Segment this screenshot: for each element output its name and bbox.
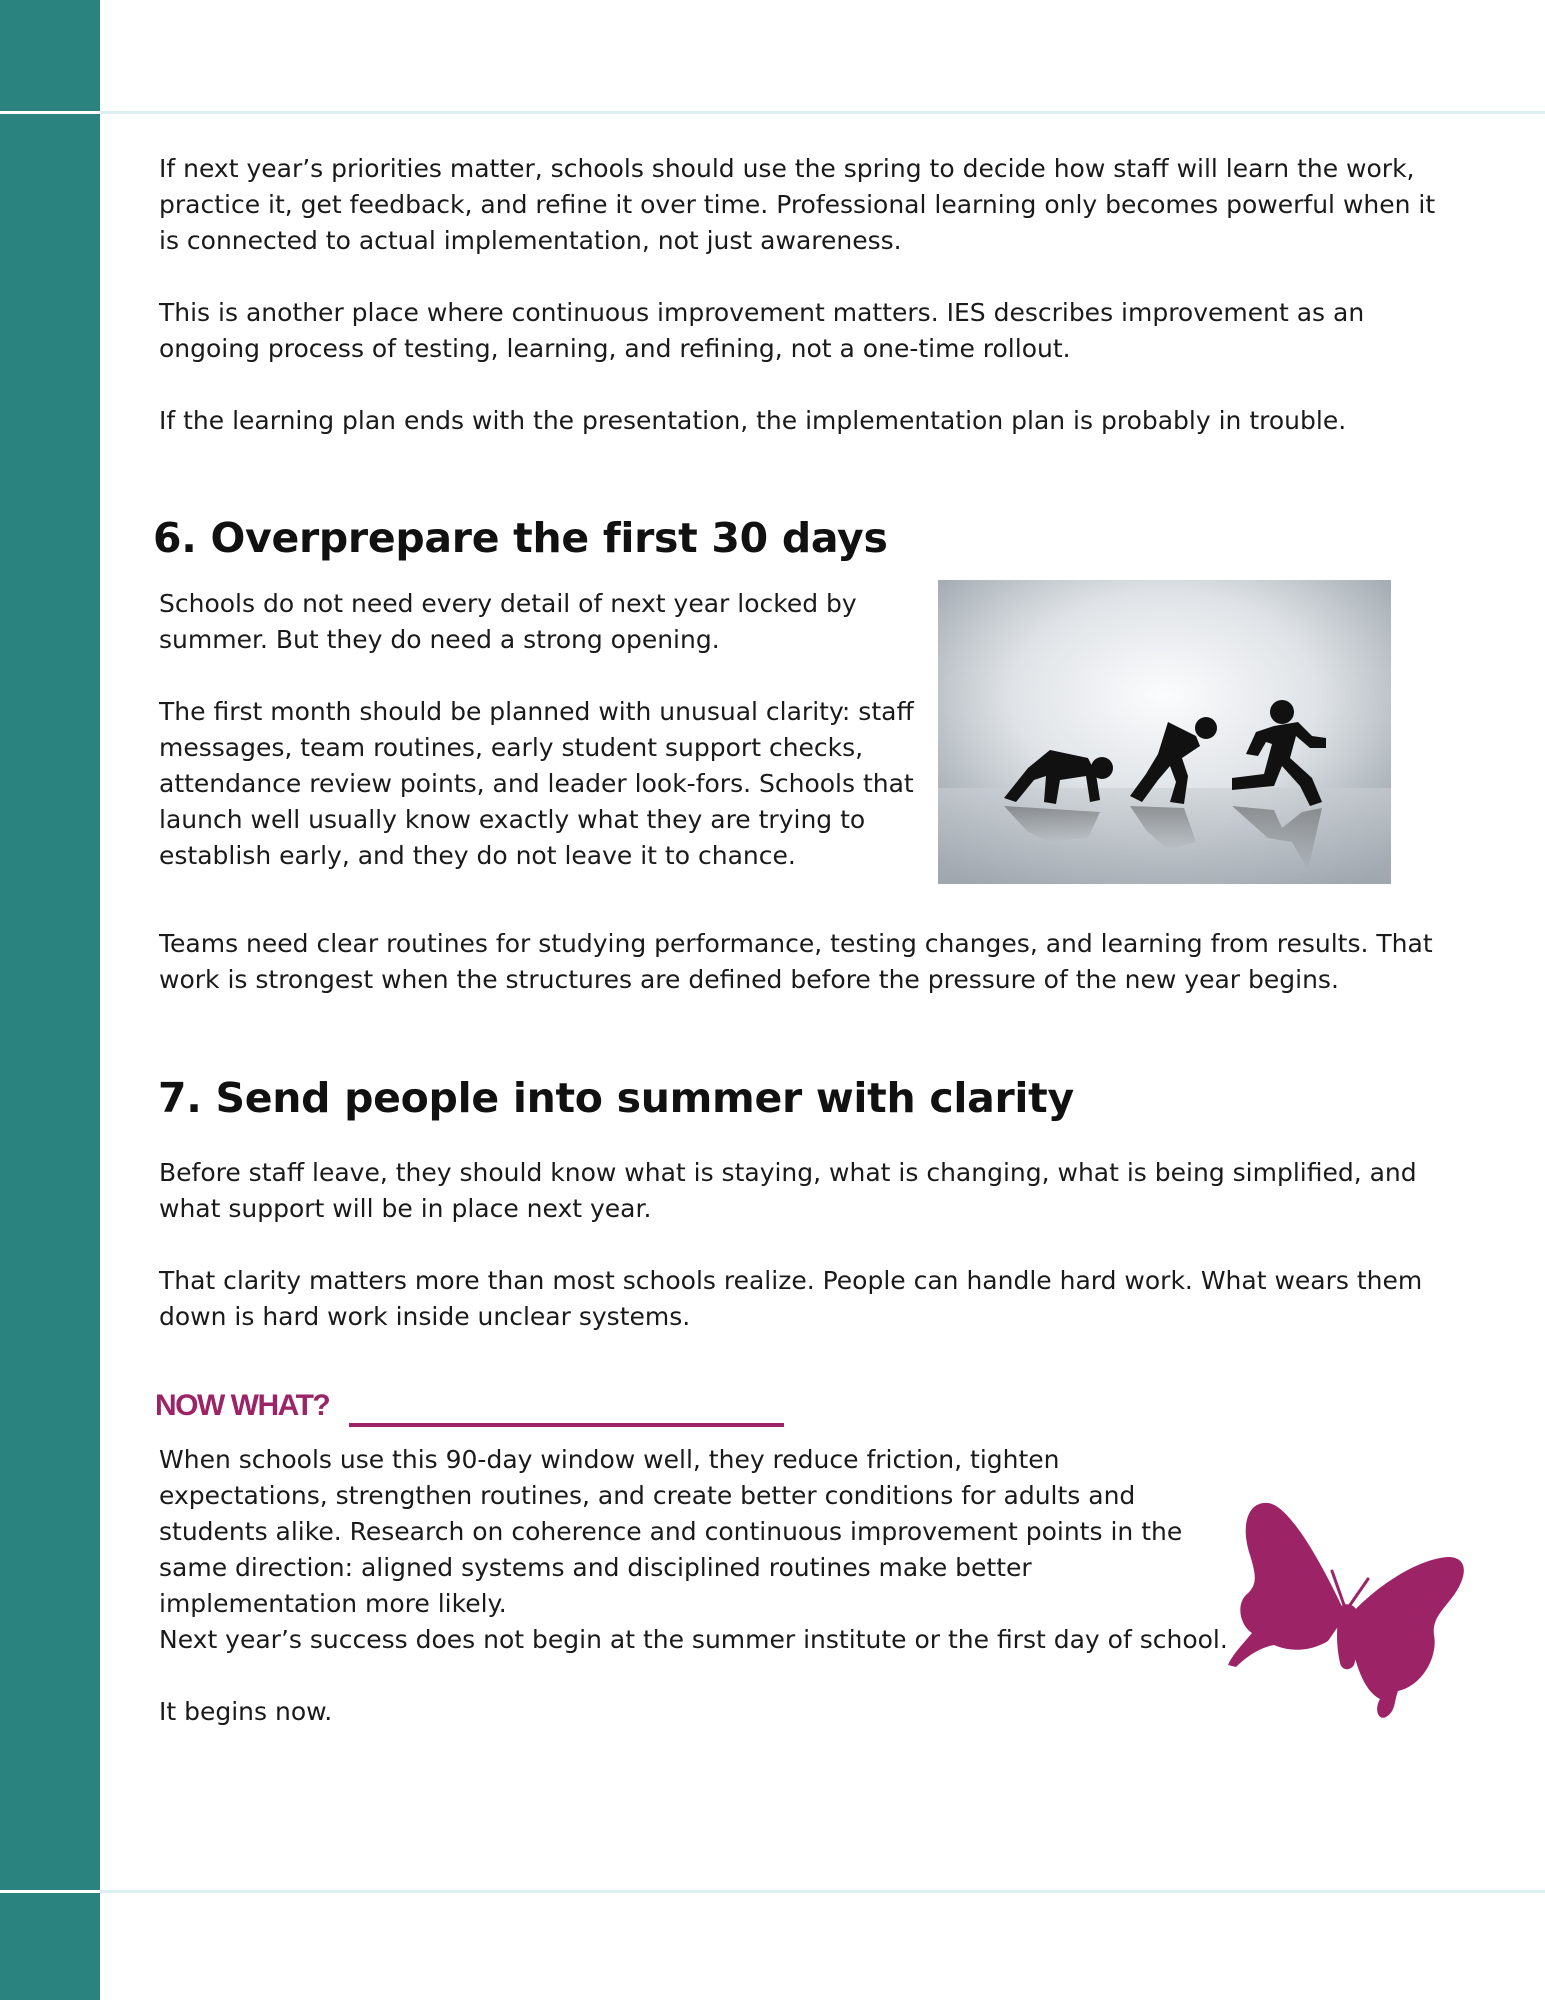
butterfly-icon [1228,1495,1468,1725]
intro-paragraph-1: If next year’s priorities matter, schools should use the spring to decide how staff will learn the work, practice it, get feedback, and refine it over time. Professional learning only becomes powerful when it is connected to actual implementation, not just awareness. [159,154,1436,255]
section-7-paragraph-1: Before staff leave, they should know what is staying, what is changing, what is being simplified, and what support will be in place next year. [159,1158,1417,1223]
sidebar-band [0,0,100,2000]
now-what-paragraph-1: When schools use this 90-day window well, they reduce friction, tighten expectations, strengthen routines, and create better conditions for adults and students alike. Research on coherence and continuous improvement points in the same direction: aligned systems and disciplined routines make better implementation more likely. [159,1445,1183,1618]
now-what-paragraph-2: Next year’s success does not begin at the summer institute or the first day of school. [159,1625,1228,1654]
section-6-paragraph-3: Teams need clear routines for studying performance, testing changes, and learning from results. That work is strongest when the structures are defined before the pressure of the new year begins. [159,929,1433,994]
header-rule [100,111,1545,114]
now-what-paragraph-3: It begins now. [159,1697,333,1726]
running-figures-image [938,580,1391,884]
now-what-label: NOW WHAT? [155,1389,330,1422]
now-what-underline [349,1423,784,1427]
sidebar-notch-top [0,111,100,114]
footer-rule [100,1890,1545,1893]
section-6-heading: 6. Overprepare the first 30 days [153,514,888,562]
section-6-paragraph-1: Schools do not need every detail of next year locked by summer. But they do need a strong opening. [159,589,857,654]
section-7-heading: 7. Send people into summer with clarity [158,1074,1074,1122]
section-7-paragraph-2: That clarity matters more than most schools realize. People can handle hard work. What wears them down is hard work inside unclear systems. [159,1266,1423,1331]
sidebar-notch-bottom [0,1890,100,1893]
intro-paragraph-2: This is another place where continuous improvement matters. IES describes improvement as an ongoing process of testing, learning, and refining, not a one-time rollout. [159,298,1365,363]
section-6-paragraph-2: The first month should be planned with unusual clarity: staff messages, team routines, early student support checks, attendance review points, and leader look-fors. Schools that launch well usually know exactly what they are trying to establish early, and they do not leave it to chance. [159,697,914,870]
intro-paragraph-3: If the learning plan ends with the presentation, the implementation plan is probably in trouble. [159,406,1347,435]
